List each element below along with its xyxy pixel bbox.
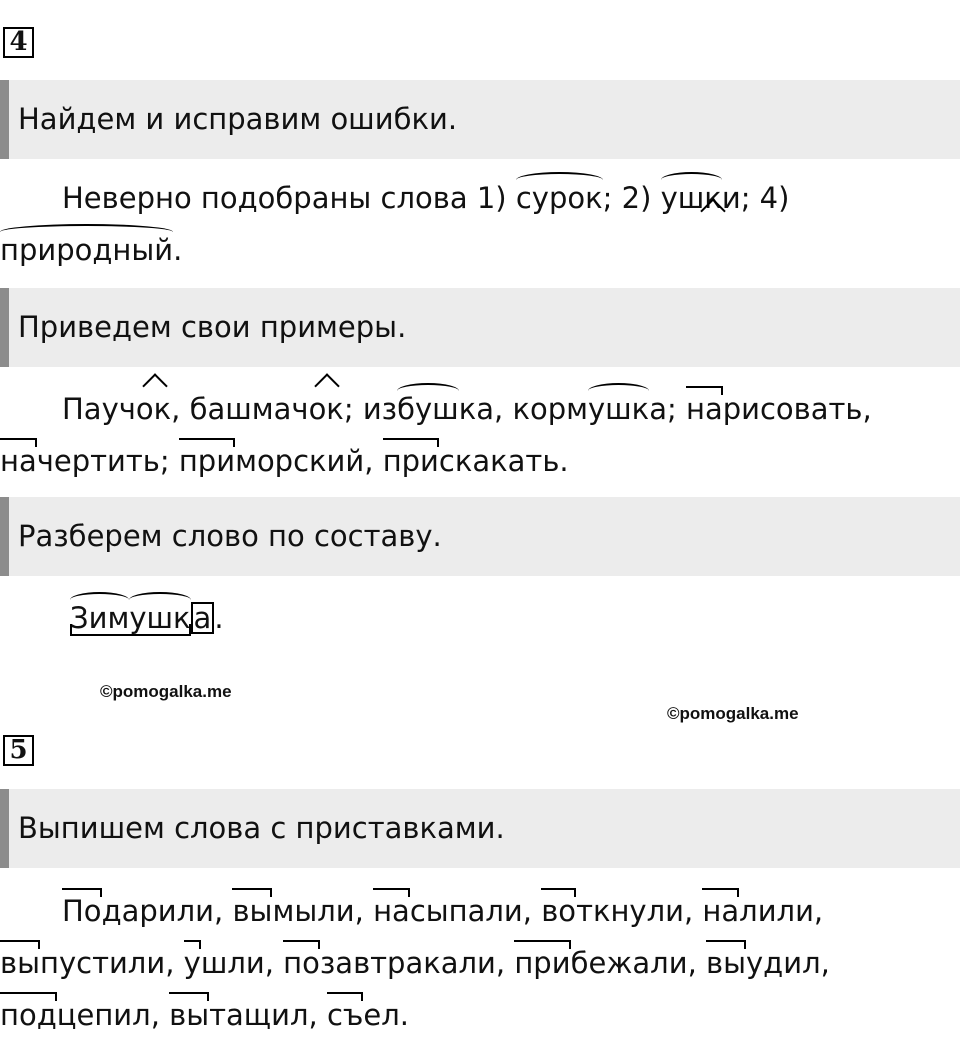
section-heading: Найдем и исправим ошибки. xyxy=(18,102,458,136)
task-number-5: 5 xyxy=(3,735,34,766)
punctuation: , xyxy=(683,894,703,928)
word-rest: сыпали xyxy=(409,894,523,928)
word-rest: удил xyxy=(746,946,821,980)
prefix-mark: во xyxy=(541,885,576,937)
word-rest: завтракали xyxy=(319,946,496,980)
punctuation: , xyxy=(687,946,707,980)
prefix-mark: вы xyxy=(232,885,272,937)
word-rest: бежали xyxy=(570,946,688,980)
text-line: начертить; приморский, прискакать. xyxy=(0,435,960,487)
text-line: Неверно подобраны слова 1) сурок; 2) ушки; 4) xyxy=(0,172,960,224)
prefix-mark: при xyxy=(514,937,570,989)
punctuation: , xyxy=(308,998,327,1032)
word-rest: ткнули xyxy=(576,894,684,928)
examples-paragraph xyxy=(0,383,960,487)
word-rest: тащил xyxy=(209,998,309,1032)
prefix-mark: на xyxy=(686,383,723,435)
word-rest: цепил xyxy=(56,998,151,1032)
section-heading-bar xyxy=(0,789,960,868)
punctuation: , xyxy=(354,894,374,928)
prefix-mark: на xyxy=(0,435,37,487)
word-rest: ел xyxy=(363,998,400,1032)
text-line xyxy=(0,885,960,937)
text-line: природный. xyxy=(0,224,960,276)
section-heading-bar xyxy=(0,288,960,367)
punctuation: , xyxy=(820,946,830,980)
section-heading-bar xyxy=(0,497,960,576)
prefix-mark: вы xyxy=(169,989,209,1041)
punctuation: , xyxy=(522,894,542,928)
text-line: Паучок, башмачок; избушка, кормушка; нарисовать, xyxy=(0,383,960,435)
punctuation: , xyxy=(150,998,170,1032)
suffix-arc: ушк xyxy=(588,383,649,435)
watermark: ©pomogalka.me xyxy=(667,704,799,723)
punctuation: , xyxy=(165,946,184,980)
word-ushki-root: ушк xyxy=(661,172,722,224)
word-rest: шли xyxy=(200,946,265,980)
word-rest: дарили xyxy=(101,894,215,928)
prefix-mark: вы xyxy=(0,937,40,989)
prefix-mark: съ xyxy=(327,989,363,1041)
punctuation: , xyxy=(813,894,824,928)
word-prirodnyy: природный xyxy=(0,224,173,276)
punctuation: , xyxy=(264,946,284,980)
word-rest: мыли xyxy=(272,894,355,928)
text-line xyxy=(0,937,960,989)
word-base xyxy=(70,592,191,644)
prefix-mark: при xyxy=(383,435,439,487)
punctuation: . xyxy=(399,998,409,1032)
word-rest: пустили xyxy=(40,946,166,980)
errors-paragraph xyxy=(0,172,960,276)
section-heading: Разберем слово по составу. xyxy=(18,519,442,553)
prefix-mark: на xyxy=(373,885,410,937)
punctuation: , xyxy=(214,894,233,928)
prefix-mark: По xyxy=(62,885,102,937)
text-line: Зимушк а . xyxy=(0,592,960,644)
ending-box: а xyxy=(191,602,215,634)
root-mark: Зим xyxy=(70,592,129,644)
punctuation: , xyxy=(495,946,515,980)
prefix-words-paragraph xyxy=(0,885,960,1041)
section-heading-bar xyxy=(0,80,960,159)
text-line xyxy=(0,989,960,1041)
prefix-mark: при xyxy=(179,435,235,487)
prefix-mark: под xyxy=(0,989,57,1041)
suffix-arc: ушк xyxy=(129,592,190,644)
word-surok: сурок xyxy=(516,172,603,224)
task-number-4: 4 xyxy=(3,27,34,58)
section-heading: Приведем свои примеры. xyxy=(18,310,407,344)
prefix-mark: у xyxy=(184,937,201,989)
suffix-ok: ок xyxy=(136,383,171,435)
suffix-ok: ок xyxy=(309,383,344,435)
prefix-mark: вы xyxy=(706,937,746,989)
word-rest: лили xyxy=(739,894,814,928)
prefix-mark: на xyxy=(702,885,739,937)
section-heading: Выпишем слова с приставками. xyxy=(18,811,505,845)
morpheme-analysis xyxy=(0,592,960,644)
root-mark: буш xyxy=(397,383,459,435)
prefix-mark: по xyxy=(283,937,320,989)
watermark: ©pomogalka.me xyxy=(100,682,232,701)
